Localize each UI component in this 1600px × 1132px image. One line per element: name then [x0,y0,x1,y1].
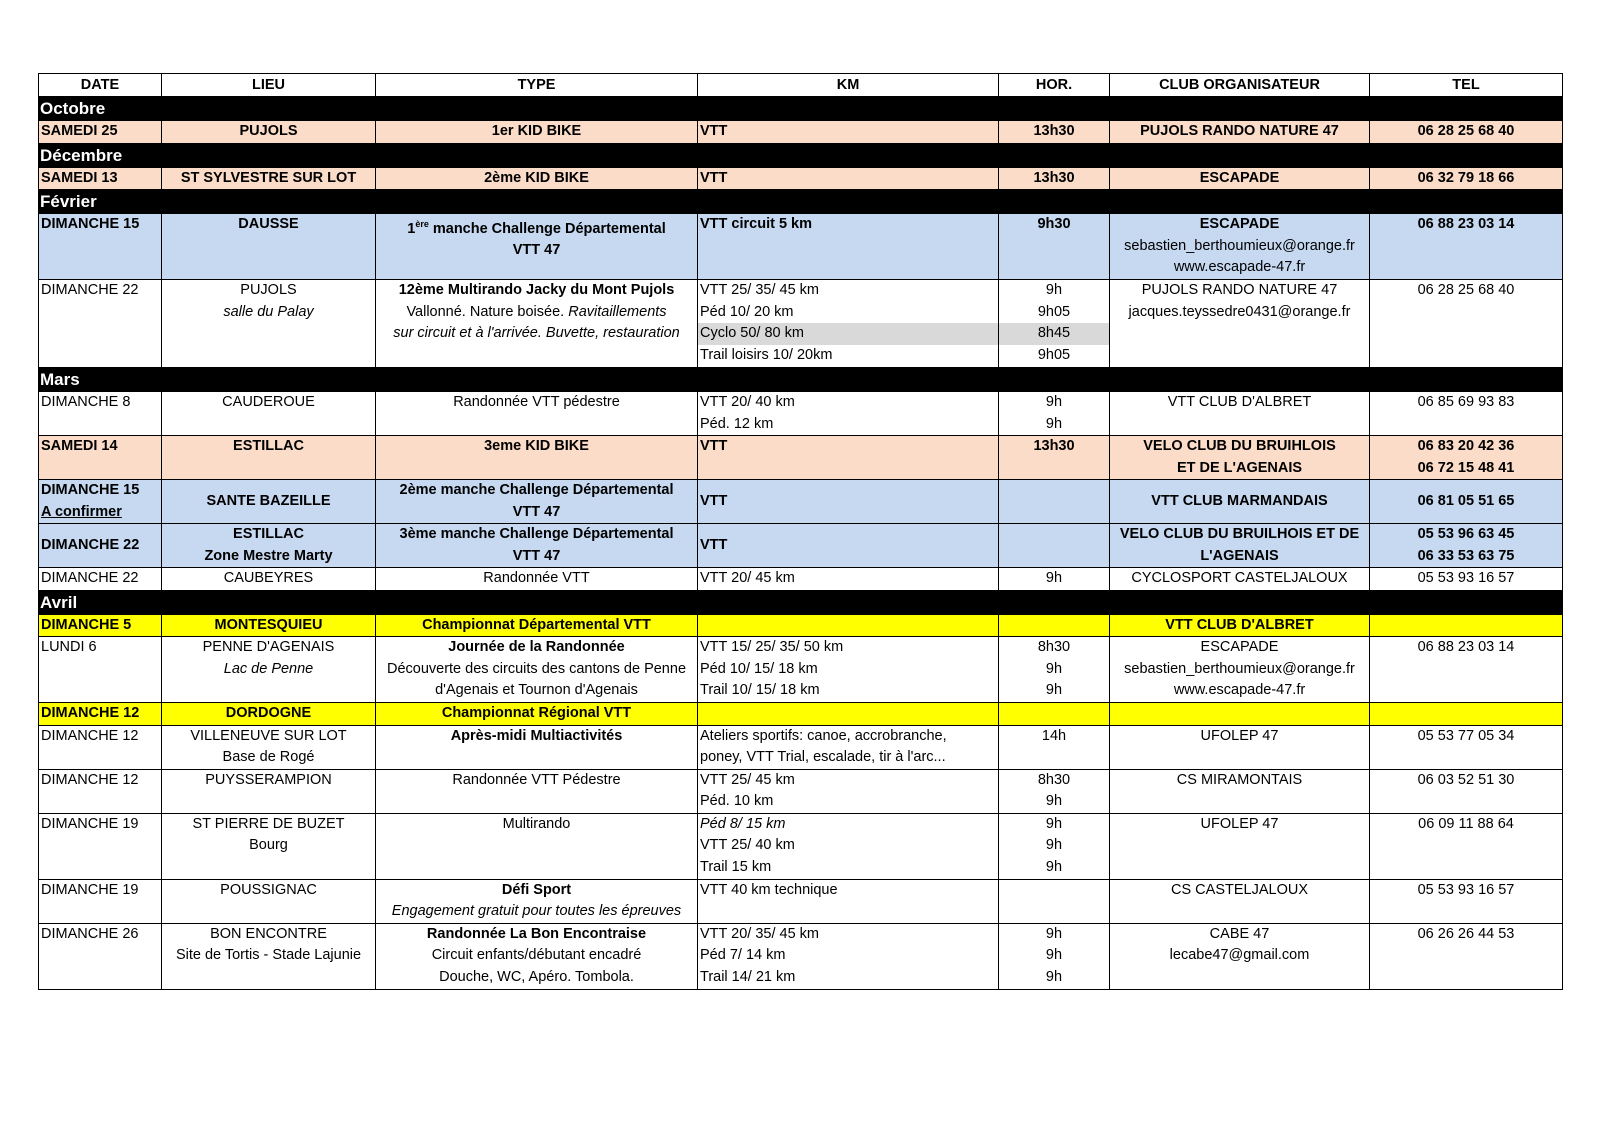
km-line-3: Cyclo 50/ 80 km [698,323,998,345]
cell-km: VTT [698,480,999,524]
cell-km [698,614,999,637]
lieu-line-1: PENNE D'AGENAIS [202,639,335,655]
month-row-fevrier [39,190,1563,214]
type-line-3: Douche, WC, Apéro. Tombola. [439,968,634,985]
type-line-1: Randonnée La Bon Encontraise [426,925,647,942]
cell-km [698,769,999,813]
cell-hor [999,280,1110,368]
cell-date: LUNDI 6 [39,637,162,703]
club-line-1: VELO CLUB DU BRUILHOIS ET DE [1119,526,1360,542]
lieu-line-2: Lac de Penne [223,660,314,677]
cell-hor: 9h [999,568,1110,591]
cell-club [1110,637,1370,703]
club-name: CABE 47 [1209,925,1270,942]
cell-club: VTT CLUB MARMANDAIS [1110,480,1370,524]
km-line-1: VTT 25/ 45 km [700,771,795,788]
type-line-1: Défi Sport [501,881,572,898]
cell-tel: 06 88 23 03 14 [1370,214,1563,280]
club-line-2: ET DE L'AGENAIS [1176,459,1303,476]
cell-tel [1370,614,1563,637]
table-row [39,436,1563,480]
club-line-2: L'AGENAIS [1200,547,1279,564]
club-email: lecabe47@gmail.com [1169,947,1310,963]
table-row [39,725,1563,769]
cell-type: Multirando [376,813,698,879]
km-line-2: Péd. 10 km [700,793,774,809]
cell-tel [1370,436,1563,480]
cell-type [376,637,698,703]
lieu-line-1: VILLENEUVE SUR LOT [190,727,347,744]
cell-hor: 14h [999,725,1110,769]
cell-club: ESCAPADE [1110,167,1370,190]
cell-type: Championnat Régional VTT [376,703,698,726]
cell-hor [999,769,1110,813]
cell-type: Randonnée VTT [376,568,698,591]
cell-lieu [162,813,376,879]
cell-date: DIMANCHE 22 [39,280,162,368]
tel-line-1: 06 83 20 42 36 [1417,438,1515,454]
cell-date: SAMEDI 13 [39,167,162,190]
cell-hor [999,480,1110,524]
club-name: ESCAPADE [1199,216,1280,232]
cell-tel: 06 81 05 51 65 [1370,480,1563,524]
cell-hor [999,813,1110,879]
cell-date: DIMANCHE 5 [39,614,162,637]
tel-line-2: 06 72 15 48 41 [1417,459,1515,476]
type-line-2: VTT 47 [512,242,561,259]
cell-date: SAMEDI 14 [39,436,162,480]
type-line-1: manche Challenge Départemental [428,220,666,237]
header-date: DATE [39,74,162,97]
table-row [39,121,1563,144]
header-hor: HOR. [999,74,1110,97]
cell-km [698,923,999,989]
lieu-line-1: BON ENCONTRE [210,925,327,942]
cell-lieu [162,637,376,703]
cell-km [698,637,999,703]
km-line-2: Péd. 12 km [700,415,774,432]
km-line-1: Ateliers sportifs: canoe, accrobranche, [700,727,947,744]
cell-km: VTT [698,121,999,144]
hor-line-3: 9h [1045,682,1063,698]
table-row [39,214,1563,280]
month-row-decembre [39,143,1563,167]
km-line-1: VTT 15/ 25/ 35/ 50 km [700,639,844,655]
hor-line-2: 9h [1045,837,1063,853]
hor-line-1: 8h30 [1037,639,1071,655]
cell-lieu: ESTILLAC [162,436,376,480]
cell-club [1110,214,1370,280]
header-lieu: LIEU [162,74,376,97]
date-line-2: A confirmer [41,503,122,520]
cell-date: DIMANCHE 19 [39,879,162,923]
cell-date: DIMANCHE 26 [39,923,162,989]
month-row-avril [39,590,1563,614]
hor-line-1: 8h30 [1037,771,1071,788]
lieu-line-2: Base de Rogé [222,749,315,765]
cell-type: Randonnée VTT pédestre [376,392,698,436]
cell-hor [999,879,1110,923]
cell-tel: 06 26 26 44 53 [1370,923,1563,989]
cell-lieu [162,725,376,769]
cell-type: Après-midi Multiactivités [376,725,698,769]
cell-km [698,813,999,879]
club-website: www.escapade-47.fr [1173,682,1306,698]
lieu-line-2: Site de Tortis - Stade Lajunie [175,947,362,963]
cell-tel: 05 53 93 16 57 [1370,879,1563,923]
cell-tel [1370,703,1563,726]
table-row [39,392,1563,436]
cell-date: DIMANCHE 8 [39,392,162,436]
cell-km: VTT [698,167,999,190]
type-line-3: d'Agenais et Tournon d'Agenais [435,682,638,698]
cell-lieu [162,524,376,568]
km-line-3: Trail 10/ 15/ 18 km [700,682,820,698]
table-row [39,167,1563,190]
club-name: ESCAPADE [1200,639,1279,655]
table-row [39,568,1563,591]
cell-hor: 9h30 [999,214,1110,280]
lieu-line-2: Bourg [249,837,288,853]
cell-hor [999,923,1110,989]
table-row [39,614,1563,637]
cell-hor [999,703,1110,726]
month-label: Décembre [39,143,1563,167]
header-type: TYPE [376,74,698,97]
hor-line-2: 9h [1045,660,1063,677]
header-km: KM [698,74,999,97]
cell-type: 2ème KID BIKE [376,167,698,190]
cell-type [376,280,698,368]
km-line-2: poney, VTT Trial, escalade, tir à l'arc... [700,749,946,765]
header-row [39,74,1563,97]
cell-km [698,703,999,726]
table-row [39,879,1563,923]
cell-tel: 06 28 25 68 40 [1370,280,1563,368]
type-line-1: 3ème manche Challenge Départemental [399,526,674,542]
type-prefix: 1 [407,220,416,237]
calendar-sheet [38,73,1562,990]
cell-type: Randonnée VTT Pédestre [376,769,698,813]
cell-tel: 06 85 69 93 83 [1370,392,1563,436]
table-row [39,637,1563,703]
cell-type [376,480,698,524]
cell-tel: 06 32 79 18 66 [1370,167,1563,190]
cell-hor [999,524,1110,568]
table-row [39,703,1563,726]
cell-tel: 06 03 52 51 30 [1370,769,1563,813]
type-line-1: 12ème Multirando Jacky du Mont Pujols [398,282,675,298]
cell-tel [1370,524,1563,568]
cell-km: VTT circuit 5 km [698,214,999,280]
cell-type [376,524,698,568]
type-superscript: ère [415,219,429,229]
km-line-3: Trail 14/ 21 km [700,968,796,985]
cell-lieu [162,280,376,368]
cell-type [376,879,698,923]
km-line-3: Trail 15 km [700,858,772,875]
header-club: CLUB ORGANISATEUR [1110,74,1370,97]
km-line-1: VTT 20/ 35/ 45 km [700,925,820,942]
month-label: Mars [39,368,1563,392]
cell-hor [999,637,1110,703]
lieu-line-2: Zone Mestre Marty [204,547,333,564]
cell-lieu: CAUBEYRES [162,568,376,591]
hor-line-3: 9h [1045,968,1063,985]
type-line-2: Circuit enfants/débutant encadré [431,947,642,963]
cell-club [1110,524,1370,568]
hor-line-3: 9h [1045,858,1063,875]
type-line-2a: Vallonné. Nature boisée. [406,303,569,320]
cell-tel: 06 88 23 03 14 [1370,637,1563,703]
hor-line-1: 9h [1045,282,1063,298]
cell-club: VTT CLUB D'ALBRET [1110,614,1370,637]
month-label: Février [39,190,1563,214]
cell-km [698,392,999,436]
hor-line-2: 9h [1045,793,1063,809]
cell-tel: 06 09 11 88 64 [1370,813,1563,879]
cell-club: UFOLEP 47 [1110,813,1370,879]
cell-club [1110,703,1370,726]
cell-date: DIMANCHE 19 [39,813,162,879]
month-row-octobre [39,97,1563,121]
month-row-mars [39,368,1563,392]
cell-date: DIMANCHE 12 [39,703,162,726]
month-label: Octobre [39,97,1563,121]
events-table [38,73,1563,990]
cell-km [698,725,999,769]
cell-lieu: MONTESQUIEU [162,614,376,637]
type-line-1: 2ème manche Challenge Départemental [399,482,674,498]
cell-lieu: DORDOGNE [162,703,376,726]
cell-type: 3eme KID BIKE [376,436,698,480]
hor-line-2: 9h [1045,415,1063,432]
cell-type [376,214,698,280]
cell-club: VTT CLUB D'ALBRET [1110,392,1370,436]
table-row [39,524,1563,568]
hor-line-1: 9h [1045,394,1063,410]
type-line-2: VTT 47 [512,503,561,520]
type-line-2b: Ravitaillements [568,303,667,320]
cell-date: DIMANCHE 12 [39,769,162,813]
lieu-line-1: ST PIERRE DE BUZET [192,815,345,832]
type-line-3: sur circuit et à l'arrivée. Buvette, restauration [393,325,680,341]
hor-line-4: 9h05 [1037,346,1071,363]
cell-tel: 06 28 25 68 40 [1370,121,1563,144]
cell-hor [999,614,1110,637]
cell-lieu: PUYSSERAMPION [162,769,376,813]
cell-lieu: CAUDEROUE [162,392,376,436]
cell-club: UFOLEP 47 [1110,725,1370,769]
club-line-1: VELO CLUB DU BRUIHLOIS [1143,438,1336,454]
hor-line-1: 9h [1045,925,1063,942]
cell-date: SAMEDI 25 [39,121,162,144]
cell-hor: 13h30 [999,121,1110,144]
km-line-2: Péd 10/ 15/ 18 km [700,660,818,677]
cell-lieu: SANTE BAZEILLE [162,480,376,524]
table-row [39,769,1563,813]
cell-club: PUJOLS RANDO NATURE 47 [1110,121,1370,144]
cell-lieu: DAUSSE [162,214,376,280]
table-row [39,280,1563,368]
hor-line-2: 9h [1045,947,1063,963]
lieu-line-2: salle du Palay [223,303,314,320]
hor-line-1: 9h [1045,815,1063,832]
cell-km: VTT [698,436,999,480]
cell-club [1110,280,1370,368]
club-email: jacques.teyssedre0431@orange.fr [1128,303,1351,320]
cell-type [376,923,698,989]
table-row [39,813,1563,879]
club-email: sebastien_berthoumieux@orange.fr [1124,237,1355,254]
type-line-2: Découverte des circuits des cantons de Penne [386,660,687,677]
km-line-1: Péd 8/ 15 km [700,815,786,832]
tel-line-2: 06 33 53 63 75 [1417,547,1515,564]
header-tel: TEL [1370,74,1563,97]
club-name: PUJOLS RANDO NATURE 47 [1141,282,1338,298]
lieu-line-1: ESTILLAC [233,526,304,542]
cell-club [1110,923,1370,989]
km-line-4: Trail loisirs 10/ 20km [700,346,833,363]
type-line-2: VTT 47 [512,547,561,564]
cell-lieu: ST SYLVESTRE SUR LOT [162,167,376,190]
type-line-1: Journée de la Randonnée [448,639,625,655]
table-row [39,480,1563,524]
km-line-1: VTT 20/ 40 km [700,394,795,410]
cell-date: DIMANCHE 22 [39,524,162,568]
hor-line-2: 9h05 [1037,303,1071,320]
hor-line-3: 8h45 [999,323,1109,345]
cell-hor: 13h30 [999,167,1110,190]
cell-lieu: POUSSIGNAC [162,879,376,923]
table-row [39,923,1563,989]
cell-km: VTT 40 km technique [698,879,999,923]
cell-hor [999,392,1110,436]
cell-tel: 05 53 77 05 34 [1370,725,1563,769]
km-line-2: Péd 7/ 14 km [700,947,786,963]
cell-lieu [162,923,376,989]
cell-km: VTT [698,524,999,568]
cell-tel: 05 53 93 16 57 [1370,568,1563,591]
month-label: Avril [39,590,1563,614]
km-line-2: VTT 25/ 40 km [700,837,795,853]
cell-type: 1er KID BIKE [376,121,698,144]
club-email: sebastien_berthoumieux@orange.fr [1124,660,1355,677]
club-website: www.escapade-47.fr [1173,259,1306,275]
cell-lieu: PUJOLS [162,121,376,144]
cell-club: CS MIRAMONTAIS [1110,769,1370,813]
cell-date: DIMANCHE 12 [39,725,162,769]
tel-line-1: 05 53 96 63 45 [1417,526,1515,542]
lieu-line-1: PUJOLS [240,282,297,298]
cell-type: Championnat Départemental VTT [376,614,698,637]
cell-date: DIMANCHE 22 [39,568,162,591]
cell-hor: 13h30 [999,436,1110,480]
cell-date [39,480,162,524]
km-line-1: VTT 25/ 35/ 45 km [700,282,820,298]
cell-club [1110,436,1370,480]
km-line-2: Péd 10/ 20 km [700,303,794,320]
cell-club: CS CASTELJALOUX [1110,879,1370,923]
cell-km: VTT 20/ 45 km [698,568,999,591]
date-line-1: DIMANCHE 15 [41,482,140,498]
cell-km [698,280,999,368]
cell-club: CYCLOSPORT CASTELJALOUX [1110,568,1370,591]
type-line-2: Engagement gratuit pour toutes les épreuves [391,903,682,919]
cell-date: DIMANCHE 15 [39,214,162,280]
